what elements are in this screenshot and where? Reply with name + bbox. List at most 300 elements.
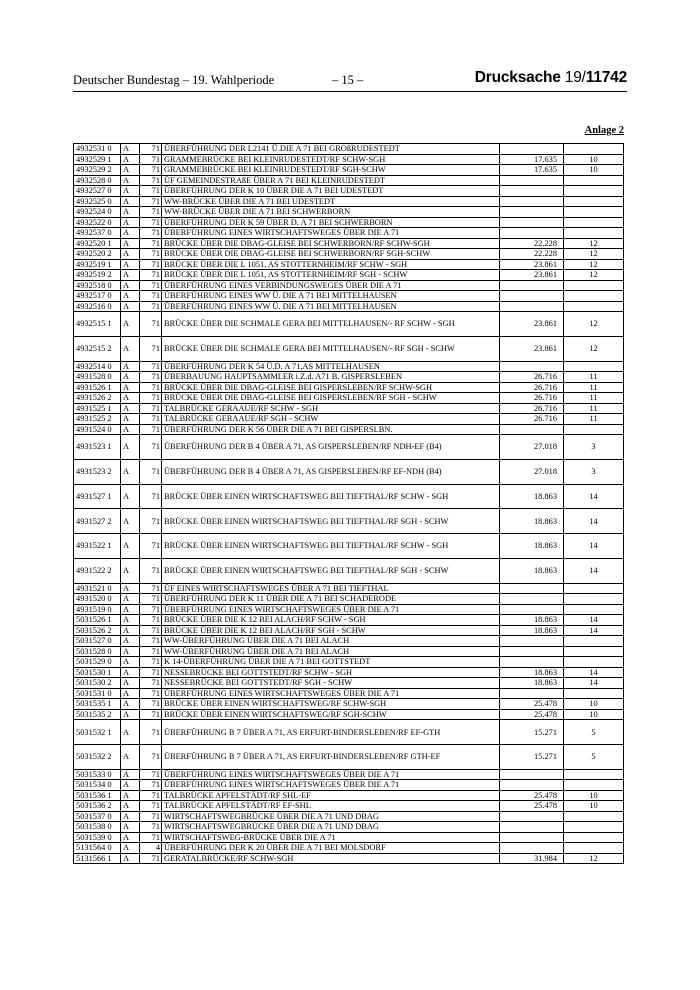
- row-description: GRAMMEBRÜCKE BEI KLEINRUDESTEDT/RF SGH-SCHW: [162, 165, 500, 176]
- row-id: 5031533 0: [74, 769, 121, 780]
- row-road: 71: [140, 154, 162, 165]
- row-road: 71: [140, 625, 162, 636]
- header-title: Deutscher Bundestag – 19. Wahlperiode: [73, 73, 275, 87]
- row-id: 4931525 2: [74, 414, 121, 425]
- row-km: 26.716: [500, 403, 564, 414]
- row-id: 4931526 2: [74, 393, 121, 404]
- row-id: 4931522 1: [74, 534, 121, 559]
- row-type: A: [121, 291, 140, 302]
- row-description: BRÜCKE ÜBER EINEN WIRTSCHAFTSWEG/RF SGH-SCHW: [162, 709, 500, 720]
- row-id: 5131564 0: [74, 843, 121, 854]
- row-type: A: [121, 196, 140, 207]
- row-value: [564, 604, 624, 615]
- row-type: A: [121, 403, 140, 414]
- row-description: BRÜCKE ÜBER EINEN WIRTSCHAFTSWEG/RF SCHW-SGH: [162, 699, 500, 710]
- row-id: 4931520 0: [74, 594, 121, 605]
- table-body: [74, 144, 624, 864]
- row-km: [500, 186, 564, 197]
- row-value: 3: [564, 459, 624, 484]
- row-road: 71: [140, 459, 162, 484]
- row-description: ÜBERFÜHRUNG DER K 10 ÜBER DIE A 71 BEI UDESTEDT: [162, 186, 500, 197]
- row-description: ÜBERFÜHRUNG DER K 56 ÜBER DIE A 71 BEI GISPERSLBN.: [162, 424, 500, 435]
- row-km: [500, 291, 564, 302]
- table-row: [74, 414, 624, 425]
- row-km: 22.228: [500, 249, 564, 260]
- row-road: 71: [140, 207, 162, 218]
- row-type: A: [121, 186, 140, 197]
- row-km: [500, 832, 564, 843]
- table-row: [74, 822, 624, 833]
- row-road: 71: [140, 238, 162, 249]
- row-id: 5031530 2: [74, 678, 121, 689]
- row-type: A: [121, 853, 140, 864]
- row-value: 10: [564, 801, 624, 812]
- row-id: 5031528 0: [74, 646, 121, 657]
- row-value: [564, 207, 624, 218]
- drucksache-period: 19/: [564, 69, 586, 86]
- row-value: [564, 144, 624, 155]
- row-km: 26.716: [500, 372, 564, 383]
- row-type: A: [121, 559, 140, 584]
- row-id: 5031529 0: [74, 657, 121, 668]
- row-type: A: [121, 657, 140, 668]
- row-description: NESSEBRÜCKE BEI GOTTSTEDT/RF SGH - SCHW: [162, 678, 500, 689]
- row-id: 4932522 0: [74, 217, 121, 228]
- row-description: TALBRÜCKE GERAAUE/RF SCHW - SGH: [162, 403, 500, 414]
- row-value: 11: [564, 414, 624, 425]
- row-id: 4932520 2: [74, 249, 121, 260]
- table-row: [74, 853, 624, 864]
- row-id: 5031535 1: [74, 699, 121, 710]
- row-road: 71: [140, 259, 162, 270]
- row-id: 4931523 2: [74, 459, 121, 484]
- row-road: 71: [140, 301, 162, 312]
- row-road: 71: [140, 534, 162, 559]
- row-road: 71: [140, 583, 162, 594]
- row-km: [500, 657, 564, 668]
- row-description: NESSEBRÜCKE BEI GOTTSTEDT/RF SCHW - SGH: [162, 667, 500, 678]
- row-road: 71: [140, 790, 162, 801]
- row-id: 4932518 0: [74, 280, 121, 291]
- row-km: 18.863: [500, 615, 564, 626]
- row-road: 71: [140, 636, 162, 647]
- row-description: ÜBERFÜHRUNG EINES WIRTSCHAFTSWEGES ÜBER DIE A 71: [162, 688, 500, 699]
- row-value: [564, 832, 624, 843]
- row-value: [564, 769, 624, 780]
- row-value: 12: [564, 249, 624, 260]
- table-row: [74, 459, 624, 484]
- row-type: A: [121, 604, 140, 615]
- row-road: 71: [140, 291, 162, 302]
- row-id: 4932529 1: [74, 154, 121, 165]
- row-km: [500, 822, 564, 833]
- row-id: 4932514 0: [74, 361, 121, 372]
- row-type: A: [121, 228, 140, 239]
- row-km: [500, 769, 564, 780]
- row-description: BRÜCKE ÜBER DIE DBAG-GLEISE BEI GISPERSLEBEN/RF SGH - SCHW: [162, 393, 500, 404]
- row-road: 71: [140, 382, 162, 393]
- row-value: 10: [564, 709, 624, 720]
- page-number: – 15 –: [332, 73, 364, 87]
- row-type: A: [121, 646, 140, 657]
- table-row: [74, 720, 624, 745]
- row-road: 71: [140, 312, 162, 337]
- row-km: 18.863: [500, 534, 564, 559]
- row-km: 27.018: [500, 435, 564, 460]
- row-type: A: [121, 534, 140, 559]
- row-id: 4931527 2: [74, 509, 121, 534]
- row-id: 4932515 1: [74, 312, 121, 337]
- table-row: [74, 280, 624, 291]
- table-row: [74, 811, 624, 822]
- row-value: 14: [564, 534, 624, 559]
- table-row: [74, 361, 624, 372]
- row-km: 17.635: [500, 154, 564, 165]
- table-row: [74, 484, 624, 509]
- row-description: ÜBERFÜHRUNG EINES WIRTSCHAFTSWEGES ÜBER DIE A 71: [162, 780, 500, 791]
- row-description: WW-BRÜCKE ÜBER DIE A 71 BEI UDESTEDT: [162, 196, 500, 207]
- row-value: 12: [564, 259, 624, 270]
- row-value: 3: [564, 435, 624, 460]
- row-type: A: [121, 372, 140, 383]
- table-row: [74, 769, 624, 780]
- row-value: [564, 811, 624, 822]
- row-id: 5031539 0: [74, 832, 121, 843]
- row-type: A: [121, 435, 140, 460]
- row-type: A: [121, 301, 140, 312]
- table-row: [74, 424, 624, 435]
- row-type: A: [121, 312, 140, 337]
- row-type: A: [121, 769, 140, 780]
- row-km: 18.863: [500, 678, 564, 689]
- row-road: 71: [140, 484, 162, 509]
- row-km: [500, 688, 564, 699]
- row-value: [564, 301, 624, 312]
- row-description: WW-ÜBERFÜHRUNG ÜBER DIE A 71 BEI ALACH: [162, 636, 500, 647]
- row-type: A: [121, 583, 140, 594]
- row-km: [500, 646, 564, 657]
- row-km: 26.716: [500, 382, 564, 393]
- row-id: 4932524 0: [74, 207, 121, 218]
- row-id: 4932537 0: [74, 228, 121, 239]
- row-value: [564, 186, 624, 197]
- row-road: 71: [140, 175, 162, 186]
- row-km: [500, 811, 564, 822]
- row-km: [500, 175, 564, 186]
- row-km: 15.271: [500, 745, 564, 770]
- row-type: A: [121, 165, 140, 176]
- row-id: 5031527 0: [74, 636, 121, 647]
- row-id: 4931525 1: [74, 403, 121, 414]
- row-road: 71: [140, 270, 162, 281]
- row-value: [564, 594, 624, 605]
- row-value: 10: [564, 165, 624, 176]
- table-row: [74, 559, 624, 584]
- table-row: [74, 165, 624, 176]
- row-road: 71: [140, 720, 162, 745]
- row-type: A: [121, 484, 140, 509]
- row-description: ÜBERFÜHRUNG DER B 4 ÜBER A 71, AS GISPERSLEBEN/RF NDH-EF (B4): [162, 435, 500, 460]
- row-id: 4932531 0: [74, 144, 121, 155]
- row-description: ÜBERFÜHRUNG DER K 59 ÜBER D. A 71 BEI SCHWERBORN: [162, 217, 500, 228]
- row-road: 71: [140, 509, 162, 534]
- row-id: 4932516 0: [74, 301, 121, 312]
- row-value: [564, 646, 624, 657]
- row-id: 5031526 1: [74, 615, 121, 626]
- row-type: A: [121, 509, 140, 534]
- row-description: TALBRÜCKE APFELSTÄDT/RF EF-SHL: [162, 801, 500, 812]
- row-road: 71: [140, 228, 162, 239]
- row-value: [564, 657, 624, 668]
- row-value: [564, 175, 624, 186]
- row-km: [500, 144, 564, 155]
- row-km: [500, 604, 564, 615]
- row-id: 4931528 0: [74, 372, 121, 383]
- row-km: [500, 228, 564, 239]
- row-id: 5031535 2: [74, 709, 121, 720]
- row-description: WW-ÜBERFÜHRUNG ÜBER DIE A 71 BEI ALACH: [162, 646, 500, 657]
- table-row: [74, 435, 624, 460]
- row-type: A: [121, 832, 140, 843]
- row-km: [500, 636, 564, 647]
- row-value: [564, 291, 624, 302]
- row-id: 5031537 0: [74, 811, 121, 822]
- bridge-table: [73, 143, 624, 864]
- row-km: [500, 424, 564, 435]
- row-type: A: [121, 424, 140, 435]
- row-type: A: [121, 790, 140, 801]
- row-type: A: [121, 459, 140, 484]
- row-id: 5031536 1: [74, 790, 121, 801]
- row-road: 4: [140, 843, 162, 854]
- row-description: BRÜCKE ÜBER DIE SCHMALE GERA BEI MITTELHAUSEN/- RF SCHW - SGH: [162, 312, 500, 337]
- row-id: 5031526 2: [74, 625, 121, 636]
- row-road: 71: [140, 186, 162, 197]
- row-value: 10: [564, 154, 624, 165]
- row-value: 14: [564, 509, 624, 534]
- table-row: [74, 636, 624, 647]
- row-type: A: [121, 801, 140, 812]
- table-row: [74, 604, 624, 615]
- row-description: WIRTSCHAFTSWEG-BRÜCKE ÜBER DIE A 71: [162, 832, 500, 843]
- row-road: 71: [140, 699, 162, 710]
- row-km: [500, 780, 564, 791]
- row-description: BRÜCKE ÜBER DIE DBAG-GLEISE BEI SCHWERBORN/RF SCHW-SGH: [162, 238, 500, 249]
- row-value: [564, 688, 624, 699]
- row-road: 71: [140, 372, 162, 383]
- row-id: 5031532 2: [74, 745, 121, 770]
- row-road: 71: [140, 832, 162, 843]
- row-description: BRÜCKE ÜBER EINEN WIRTSCHAFTSWEG BEI TIEFTHAL/RF SGH - SCHW: [162, 559, 500, 584]
- table-row: [74, 790, 624, 801]
- row-description: ÜBERFÜHRUNG EINES WW Ü. DIE A 71 BEI MITTELHAUSEN: [162, 301, 500, 312]
- row-road: 71: [140, 249, 162, 260]
- row-road: 71: [140, 604, 162, 615]
- row-id: 4932527 0: [74, 186, 121, 197]
- row-description: GERATALBRÜCKE/RF SCHW-SGH: [162, 853, 500, 864]
- row-type: A: [121, 280, 140, 291]
- row-value: 12: [564, 238, 624, 249]
- row-road: 71: [140, 336, 162, 361]
- row-description: ÜBERBAUUNG HAUPTSAMMLER i.Z.d. A71 B. GISPERSLEBEN: [162, 372, 500, 383]
- row-road: 71: [140, 678, 162, 689]
- row-value: [564, 196, 624, 207]
- row-description: ÜBERFÜHRUNG B 7 ÜBER A 71, AS ERFURT-BINDERSLEBEN/RF GTH-EF: [162, 745, 500, 770]
- row-road: 71: [140, 615, 162, 626]
- row-type: A: [121, 678, 140, 689]
- row-km: 23.861: [500, 312, 564, 337]
- row-description: ÜBERFÜHRUNG DER K 20 ÜBER DIE A 71 BEI MOLSDORF: [162, 843, 500, 854]
- table-row: [74, 594, 624, 605]
- row-id: 4932519 2: [74, 270, 121, 281]
- row-road: 71: [140, 594, 162, 605]
- row-description: BRÜCKE ÜBER EINEN WIRTSCHAFTSWEG BEI TIEFTHAL/RF SCHW - SGH: [162, 534, 500, 559]
- row-km: 27.018: [500, 459, 564, 484]
- row-km: 18.863: [500, 667, 564, 678]
- row-description: TALBRÜCKE APFELSTÄDT/RF SHL-EF: [162, 790, 500, 801]
- row-road: 71: [140, 822, 162, 833]
- row-road: 71: [140, 144, 162, 155]
- document-number: [475, 69, 627, 87]
- row-description: BRÜCKE ÜBER DIE DBAG-GLEISE BEI GISPERSLEBEN/RF SCHW-SGH: [162, 382, 500, 393]
- row-road: 71: [140, 646, 162, 657]
- table-row: [74, 780, 624, 791]
- row-description: ÜBERFÜHRUNG DER K 11 ÜBER DIE A 71 BEI SCHADERODE: [162, 594, 500, 605]
- row-km: 31.984: [500, 853, 564, 864]
- row-type: A: [121, 238, 140, 249]
- row-description: ÜBERFÜHRUNG EINES WIRTSCHAFTSWEGES ÜBER DIE A 71: [162, 769, 500, 780]
- row-id: 5031538 0: [74, 822, 121, 833]
- row-value: 12: [564, 270, 624, 281]
- row-road: 71: [140, 688, 162, 699]
- table-row: [74, 667, 624, 678]
- row-id: 4932515 2: [74, 336, 121, 361]
- row-value: 14: [564, 678, 624, 689]
- row-id: 4931527 1: [74, 484, 121, 509]
- row-id: 5031532 1: [74, 720, 121, 745]
- row-km: 18.863: [500, 484, 564, 509]
- row-type: A: [121, 594, 140, 605]
- row-description: BRÜCKE ÜBER DIE K 12 BEI ALACH/RF SGH - SCHW: [162, 625, 500, 636]
- table-row: [74, 291, 624, 302]
- row-road: 71: [140, 165, 162, 176]
- row-type: A: [121, 393, 140, 404]
- row-type: A: [121, 217, 140, 228]
- row-id: 4932517 0: [74, 291, 121, 302]
- row-value: 14: [564, 667, 624, 678]
- row-id: 5031530 1: [74, 667, 121, 678]
- row-km: [500, 843, 564, 854]
- row-description: ÜBERFÜHRUNG DER K 54 Ü.D. A 71,AS MITTELHAUSEN: [162, 361, 500, 372]
- row-type: A: [121, 709, 140, 720]
- row-id: 4931524 0: [74, 424, 121, 435]
- row-km: [500, 594, 564, 605]
- row-description: BRÜCKE ÜBER DIE DBAG-GLEISE BEI SCHWERBORN/RF SGH-SCHW: [162, 249, 500, 260]
- row-km: 23.861: [500, 270, 564, 281]
- row-km: [500, 583, 564, 594]
- row-description: BRÜCKE ÜBER EINEN WIRTSCHAFTSWEG BEI TIEFTHAL/RF SGH - SCHW: [162, 509, 500, 534]
- row-id: 5131566 1: [74, 853, 121, 864]
- table-row: [74, 625, 624, 636]
- table-row: [74, 832, 624, 843]
- row-description: WW-BRÜCKE ÜBER DIE A 71 BEI SCHWERBORN: [162, 207, 500, 218]
- annex-label: Anlage 2: [584, 125, 624, 136]
- row-description: ÜBERFÜHRUNG EINES VERBINDUNGSWEGES ÜBER DIE A 71: [162, 280, 500, 291]
- row-km: 18.863: [500, 509, 564, 534]
- row-type: A: [121, 822, 140, 833]
- row-km: [500, 361, 564, 372]
- row-road: 71: [140, 657, 162, 668]
- row-id: 4932525 0: [74, 196, 121, 207]
- table-row: [74, 801, 624, 812]
- row-value: [564, 780, 624, 791]
- row-km: [500, 207, 564, 218]
- row-road: 71: [140, 414, 162, 425]
- row-type: A: [121, 615, 140, 626]
- row-type: A: [121, 811, 140, 822]
- row-km: [500, 217, 564, 228]
- row-type: A: [121, 249, 140, 260]
- row-km: 18.863: [500, 559, 564, 584]
- row-value: 11: [564, 372, 624, 383]
- row-id: 4931519 0: [74, 604, 121, 615]
- row-type: A: [121, 688, 140, 699]
- row-type: A: [121, 259, 140, 270]
- row-value: [564, 822, 624, 833]
- row-value: 10: [564, 790, 624, 801]
- row-description: WIRTSCHAFTSWEGBRÜCKE ÜBER DIE A 71 UND DBAG: [162, 822, 500, 833]
- table-row: [74, 196, 624, 207]
- drucksache-number: 11742: [585, 69, 627, 86]
- row-id: 4932529 2: [74, 165, 121, 176]
- row-km: 26.716: [500, 414, 564, 425]
- row-value: 5: [564, 720, 624, 745]
- row-value: [564, 636, 624, 647]
- row-description: BRÜCKE ÜBER DIE K 12 BEI ALACH/RF SCHW - SGH: [162, 615, 500, 626]
- drucksache-label: Drucksache: [474, 69, 565, 86]
- table-row: [74, 688, 624, 699]
- row-value: 5: [564, 745, 624, 770]
- row-id: 4931526 1: [74, 382, 121, 393]
- row-km: 23.861: [500, 336, 564, 361]
- table-row: [74, 709, 624, 720]
- table-row: [74, 238, 624, 249]
- row-km: 25.478: [500, 709, 564, 720]
- row-type: A: [121, 745, 140, 770]
- table-row: [74, 312, 624, 337]
- row-road: 71: [140, 424, 162, 435]
- row-value: 14: [564, 625, 624, 636]
- row-road: 71: [140, 745, 162, 770]
- row-type: A: [121, 625, 140, 636]
- row-id: 5031531 0: [74, 688, 121, 699]
- row-value: 11: [564, 393, 624, 404]
- row-type: A: [121, 414, 140, 425]
- row-type: A: [121, 382, 140, 393]
- table-row: [74, 583, 624, 594]
- table-row: [74, 301, 624, 312]
- row-value: [564, 424, 624, 435]
- row-km: 25.478: [500, 801, 564, 812]
- table-row: [74, 509, 624, 534]
- row-id: 4931522 2: [74, 559, 121, 584]
- row-km: 18.863: [500, 625, 564, 636]
- table-row: [74, 678, 624, 689]
- row-km: 26.716: [500, 393, 564, 404]
- row-value: 14: [564, 559, 624, 584]
- row-value: 14: [564, 484, 624, 509]
- row-road: 71: [140, 393, 162, 404]
